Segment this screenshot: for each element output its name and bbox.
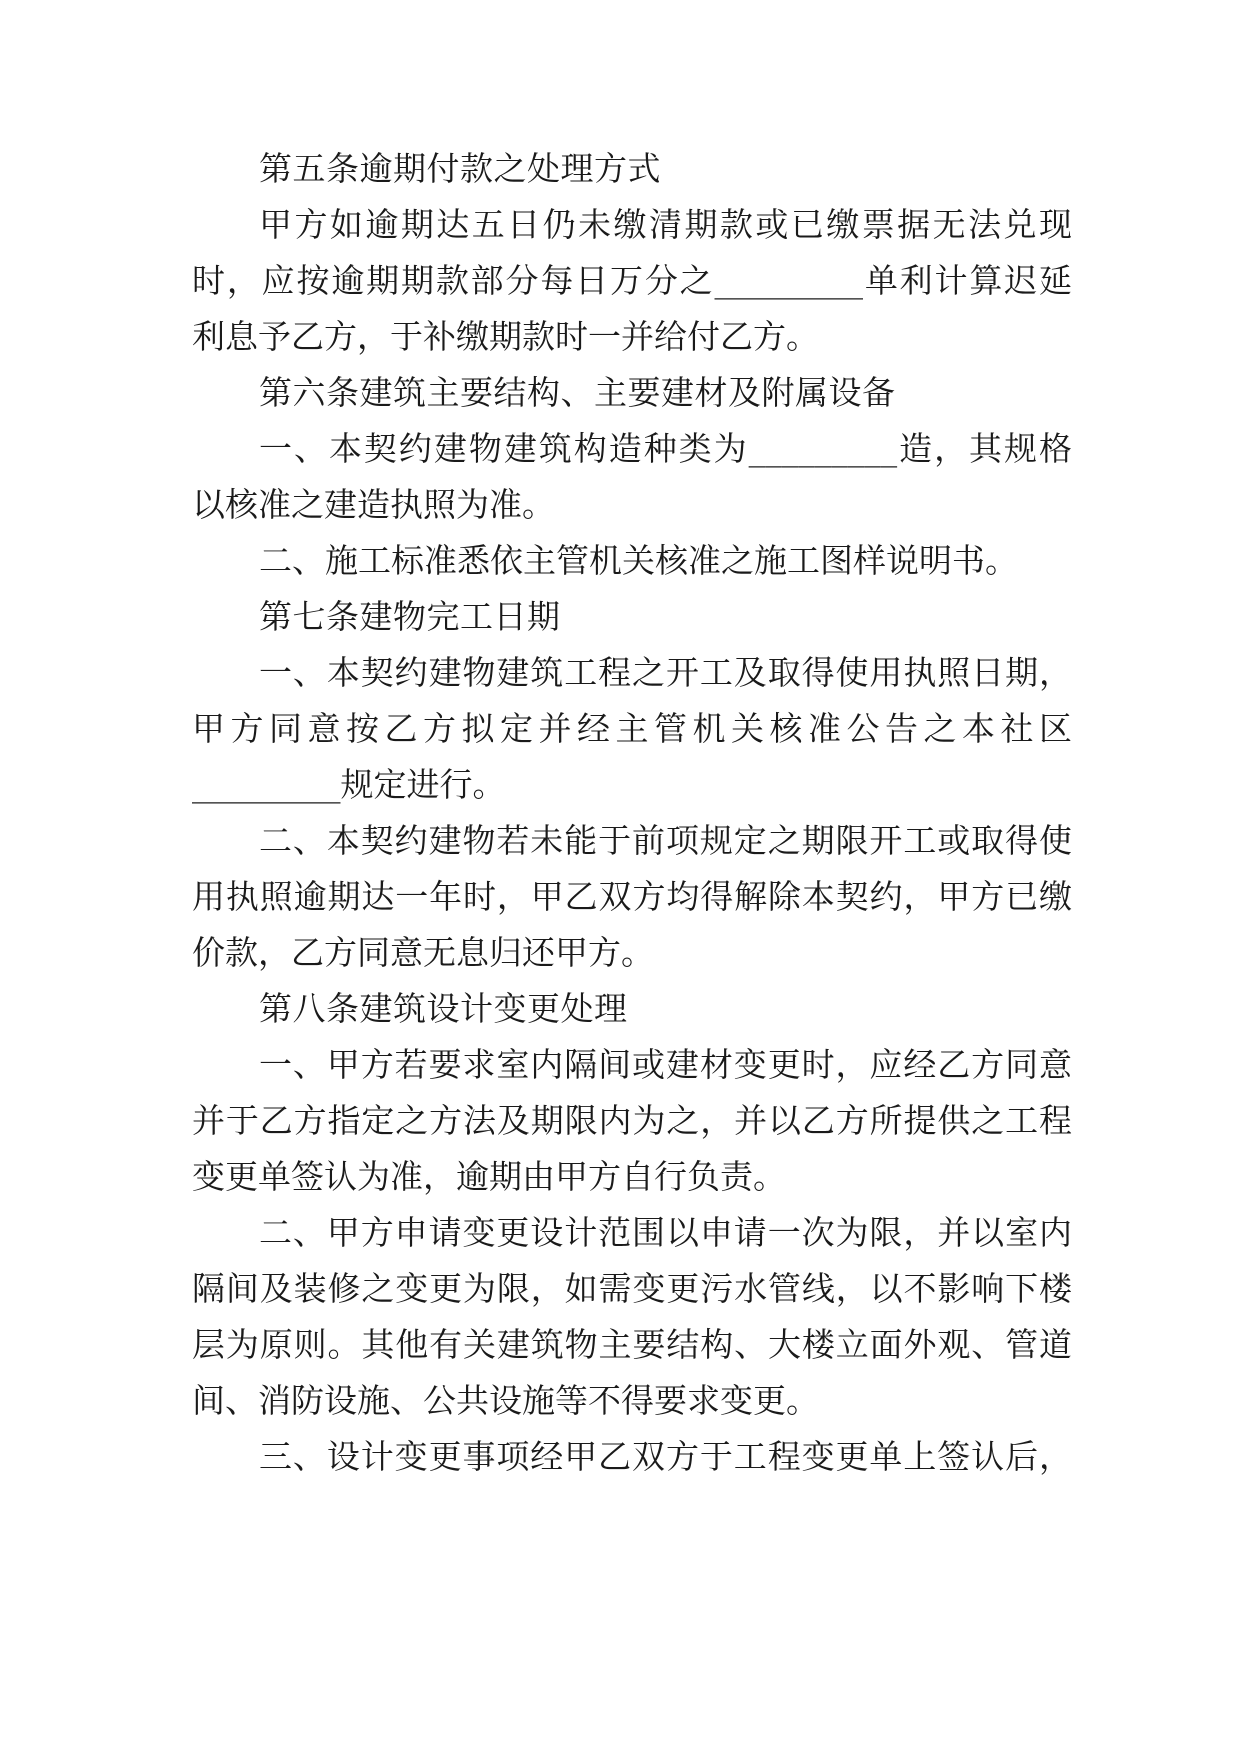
paragraph-line: 二、本契约建物若未能于前项规定之期限开工或取得使 [259, 821, 1072, 860]
paragraph-line: 一、本契约建物建筑构造种类为_________造，其规格 [259, 429, 1072, 468]
paragraph-line: 以核准之建造执照为准。 [192, 485, 555, 524]
paragraph-line: 用执照逾期达一年时，甲乙双方均得解除本契约，甲方已缴 [192, 877, 1072, 916]
paragraph-line: 甲方如逾期达五日仍未缴清期款或已缴票据无法兑现 [259, 205, 1072, 244]
paragraph-line: 二、甲方申请变更设计范围以申请一次为限，并以室内 [259, 1213, 1072, 1252]
paragraph-line: 利息予乙方，于补缴期款时一并给付乙方。 [192, 317, 819, 356]
paragraph-line: 并于乙方指定之方法及期限内为之，并以乙方所提供之工程 [192, 1101, 1072, 1140]
article-7-heading: 第七条建物完工日期 [259, 597, 561, 636]
paragraph-line: 时，应按逾期期款部分每日万分之_________单利计算迟延 [192, 261, 1072, 300]
paragraph-line: 隔间及装修之变更为限，如需变更污水管线，以不影响下楼 [192, 1269, 1072, 1308]
article-6-heading: 第六条建筑主要结构、主要建材及附属设备 [259, 373, 896, 412]
paragraph-line: 变更单签认为准，逾期由甲方自行负责。 [192, 1157, 786, 1196]
paragraph-line: 三、设计变更事项经甲乙双方于工程变更单上签认后， [259, 1437, 1072, 1476]
paragraph-line: 价款，乙方同意无息归还甲方。 [192, 933, 654, 972]
paragraph-line: 二、施工标准悉依主管机关核准之施工图样说明书。 [259, 541, 1018, 580]
paragraph-line: 一、甲方若要求室内隔间或建材变更时，应经乙方同意 [259, 1045, 1072, 1084]
paragraph-line: 一、本契约建物建筑工程之开工及取得使用执照日期， [259, 653, 1072, 692]
paragraph-line: 甲方同意按乙方拟定并经主管机关核准公告之本社区 [192, 709, 1072, 748]
article-5-heading: 第五条逾期付款之处理方式 [259, 149, 661, 188]
paragraph-line: 间、消防设施、公共设施等不得要求变更。 [192, 1381, 819, 1420]
paragraph-line: _________规定进行。 [192, 765, 506, 804]
paragraph-line: 层为原则。其他有关建筑物主要结构、大楼立面外观、管道 [192, 1325, 1072, 1364]
article-8-heading: 第八条建筑设计变更处理 [259, 989, 628, 1028]
